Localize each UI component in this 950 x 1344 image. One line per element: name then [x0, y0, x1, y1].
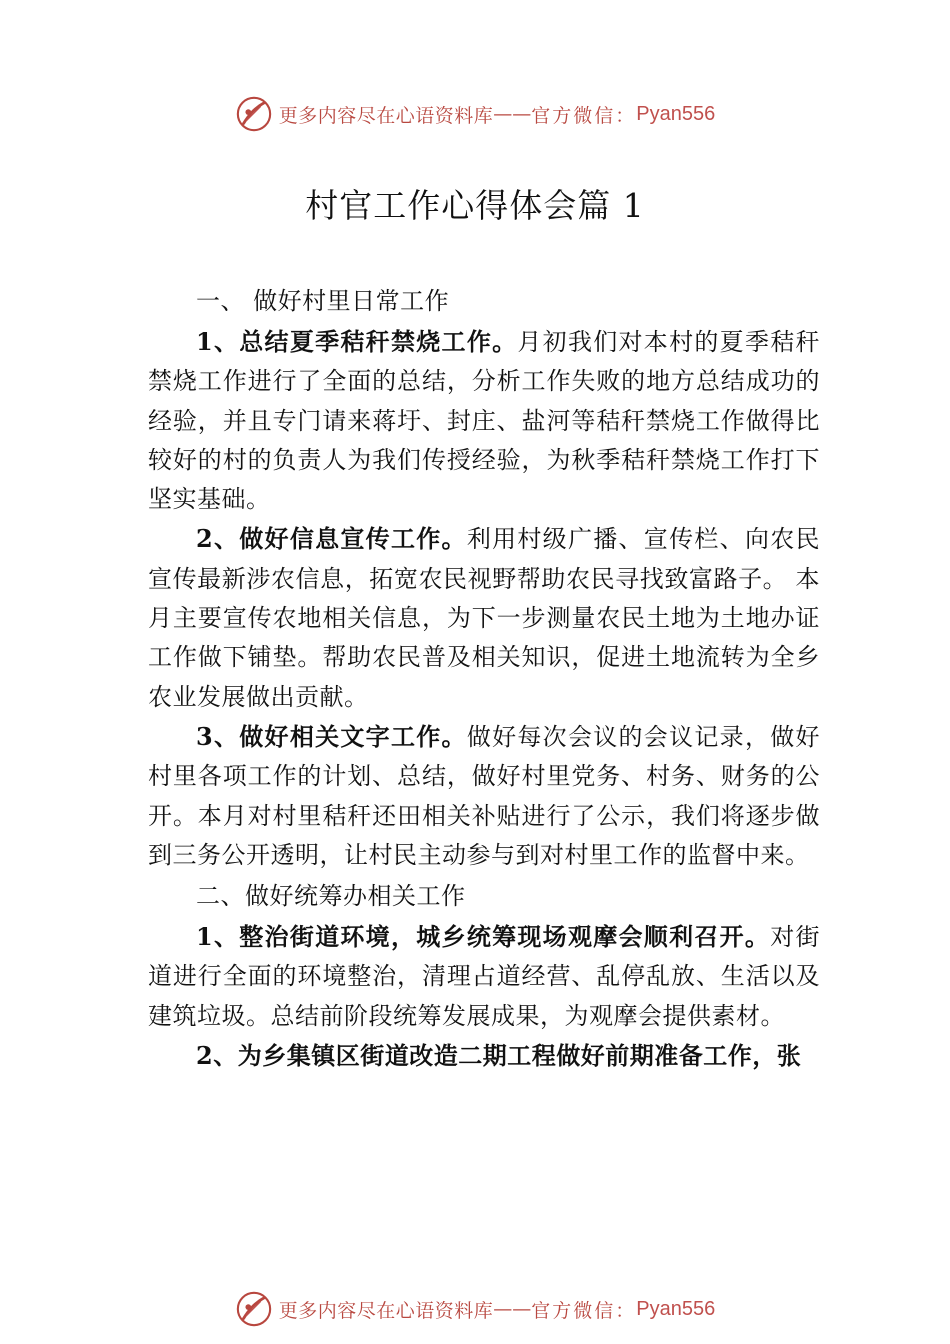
page-title: 村官工作心得体会篇 1: [305, 186, 645, 225]
header-banner: [0, 92, 950, 136]
footer-banner: [0, 1287, 950, 1331]
paragraph-body: 月初我们对本村的夏季秸秆禁烧工作进行了全面的总结，分析工作失败的地方总结成功的经验，并且专门请来蒋圩、封庄、盐河等秸秆禁烧工作做得比较好的村的负责人为我们传授经验，为秋季秸秆禁烧工作打下坚实基础。: [148, 328, 821, 514]
banner-separator: ——: [493, 1298, 532, 1320]
paragraph-lead: 1、整治街道环境，城乡统筹现场观摩会顺利召开。: [196, 922, 771, 952]
wechat-id: Pyan556: [636, 102, 716, 125]
brand-text: 更多内容尽在心语资料库: [278, 104, 494, 127]
section-heading: 二、做好统筹办相关工作: [196, 882, 466, 911]
paragraph: [148, 519, 820, 716]
paragraph: [148, 1036, 820, 1076]
paragraph-body: 利用村级广播、宣传栏、向农民宣传最新涉农信息，拓宽农民视野帮助农民寻找致富路子。 本月主要宣传农地相关信息，为下一步测量农民土地为土地办证工作做下铺垫。帮助农民普及相关知识，促进土地流转为全乡农业发展做出贡献。: [148, 525, 821, 711]
paragraph-lead: 2、做好信息宣传工作。: [196, 524, 467, 554]
paragraph-lead: 3、做好相关文字工作。: [196, 721, 467, 751]
wechat-id: Pyan556: [636, 1297, 716, 1320]
paragraph-body: 做好每次会议的会议记录，做好村里各项工作的计划、总结，做好村里党务、村务、财务的公开。本月对村里秸秆还田相关补贴进行了公示，我们将逐步做到三务公开透明，让村民主动参与到对村里工作的监督中来。: [148, 722, 821, 869]
paragraph-body: 对街道进行全面的环境整治，清理占道经营、乱停乱放、生活以及建筑垃圾。总结前阶段统筹发展成果，为观摩会提供素材。: [148, 923, 821, 1030]
paragraph-lead: 1、总结夏季秸秆禁烧工作。: [196, 327, 518, 356]
pen-logo-icon: [235, 1290, 273, 1328]
wechat-label: 官方微信：: [531, 1299, 637, 1322]
section-heading: 一、 做好村里日常工作: [196, 287, 450, 315]
document-body: [148, 280, 820, 1076]
banner-separator: ——: [493, 103, 532, 125]
paragraph-lead: 2、为乡集镇区街道改造二期工程做好前期准备工作，张: [196, 1041, 802, 1071]
brand-text: 更多内容尽在心语资料库: [278, 1299, 494, 1322]
paragraph: [148, 322, 820, 519]
wechat-label: 官方微信：: [531, 104, 637, 127]
pen-logo-icon: [235, 95, 273, 133]
paragraph: [148, 717, 820, 875]
paragraph: [148, 917, 820, 1036]
